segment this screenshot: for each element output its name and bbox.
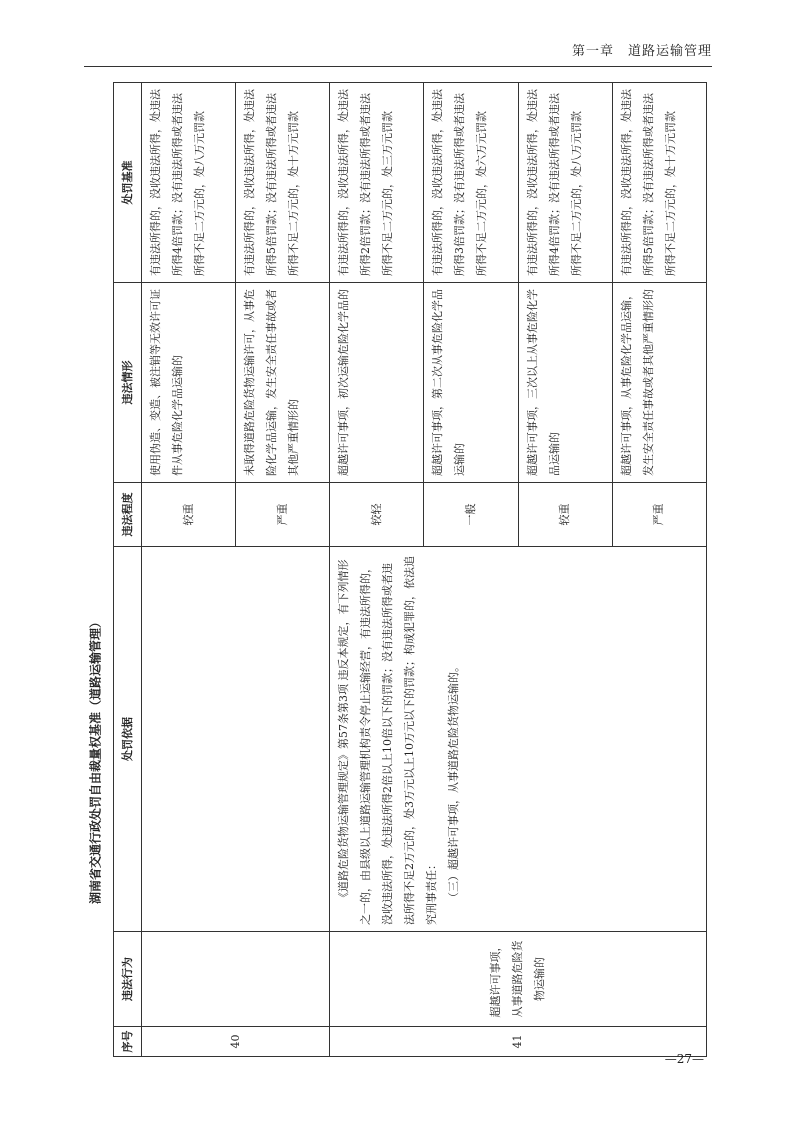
seq-cell-40: 40 — [142, 1027, 330, 1057]
col-act: 违法行为 — [114, 932, 142, 1027]
table-title-text: 湖南省交通行政处罚自由裁量权基准（道路运输管理） — [88, 615, 103, 905]
situation-cell: 未取得道路危险货物运输许可，从事危险化学品运输，发生安全责任事故或者其他严重情形的 — [236, 283, 330, 483]
standard-cell: 有违法所得的，没收违法所得，处违法所得3倍罚款；没有违法所得或者违法所得不足二万元的，处六万元罚款 — [424, 83, 518, 283]
standard-cell: 有违法所得的，没收违法所得，处违法所得4倍罚款；没有违法所得或者违法所得不足二万元的，处八万元罚款 — [518, 83, 612, 283]
situation-cell: 超越许可事项，初次运输危险化学品的 — [330, 283, 424, 483]
penalty-table — [113, 82, 707, 1057]
situation-cell: 超越许可事项，三次以上从事危险化学品运输的 — [518, 283, 612, 483]
basis-paragraph: （三）超越许可事项，从事道路危险货物运输的。 — [447, 661, 461, 903]
standard-cell: 有违法所得的，没收违法所得，处违法所得5倍罚款；没有违法所得或者违法所得不足二万元的，处十万元罚款 — [612, 83, 706, 283]
standard-cell: 有违法所得的，没收违法所得，处违法所得4倍罚款；没有违法所得或者违法所得不足二万元的，处八万元罚款 — [142, 83, 236, 283]
basis-paragraph: 《道路危险货物运输管理规定》第57条第3项 违反本规定，有下列情形之一的，由县级以上道路运输管理机构责令停止运输经营，有违法所得的，没收违法所得，处违法所得2倍以上10倍以下的罚款；没有违法所得或者违法所得不足2万元的，处3万元以上10万元以下的罚款；构成犯罪的，依法追究刑事责任： — [337, 556, 439, 925]
table-header-row — [114, 83, 142, 1057]
standard-cell: 有违法所得的，没收违法所得，处违法所得5倍罚款；没有违法所得或者违法所得不足二万元的，处十万元罚款 — [236, 83, 330, 283]
col-degree: 违法程度 — [114, 483, 142, 547]
basis-cell-40 — [142, 547, 330, 932]
seq-cell-41: 41 — [330, 1027, 707, 1057]
col-standard: 处罚基准 — [114, 83, 142, 283]
degree-cell: 较重 — [142, 483, 236, 547]
situation-cell: 超越许可事项，从事危险化学品运输，发生安全责任事故或者其他严重情形的 — [612, 283, 706, 483]
col-basis: 处罚依据 — [114, 547, 142, 932]
act-cell-40 — [142, 932, 330, 1027]
header-rule — [84, 66, 712, 67]
degree-cell: 一般 — [424, 483, 518, 547]
table-row — [142, 83, 236, 1057]
basis-cell-41 — [330, 547, 707, 932]
situation-cell: 超越许可事项，第二次从事危险化学品运输的 — [424, 283, 518, 483]
standard-cell: 有违法所得的，没收违法所得，处违法所得2倍罚款；没有违法所得或者违法所得不足二万元的，处三万元罚款 — [330, 83, 424, 283]
page-number: —27— — [664, 1052, 704, 1066]
situation-cell: 使用伪造、变造、被注销等无效许可证件从事危险化学品运输的 — [142, 283, 236, 483]
table-row — [330, 83, 424, 1057]
page-header — [0, 0, 794, 70]
col-seq: 序号 — [114, 1027, 142, 1057]
rotated-table-wrapper — [113, 83, 707, 1057]
degree-cell: 较重 — [518, 483, 612, 547]
col-situation: 违法情形 — [114, 283, 142, 483]
degree-cell: 严重 — [612, 483, 706, 547]
chapter-title: 第一章 道路运输管理 — [571, 44, 712, 59]
degree-cell: 较轻 — [330, 483, 424, 547]
degree-cell: 严重 — [236, 483, 330, 547]
act-cell-41: 超越许可事项，从事道路危险货物运输的 — [330, 932, 707, 1027]
